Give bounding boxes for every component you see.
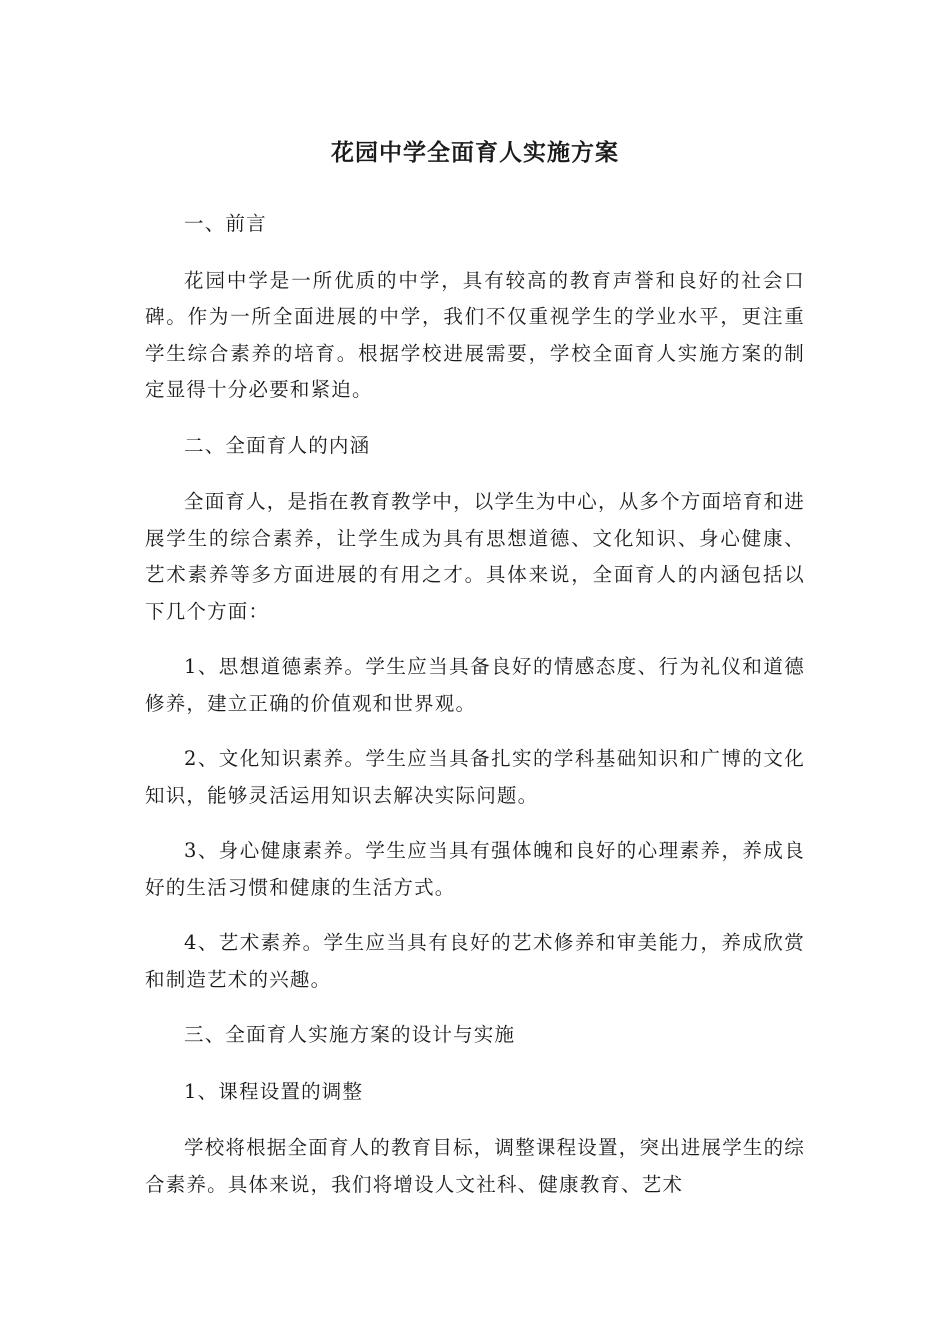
list-item-knowledge: 2、文化知识素养。学生应当具备扎实的学科基础知识和广博的文化知识，能够灵活运用知识去解决实际问题。	[145, 747, 805, 807]
list-item-health: 3、身心健康素养。学生应当具有强体魄和良好的心理素养，养成良好的生活习惯和健康的生活方式。	[145, 839, 805, 899]
list-item-moral: 1、思想道德素养。学生应当具备良好的情感态度、行为礼仪和道德修养，建立正确的价值观和世界观。	[145, 655, 805, 715]
list-item-art: 4、艺术素养。学生应当具有良好的艺术修养和审美能力，养成欣赏和制造艺术的兴趣。	[145, 931, 805, 991]
section-heading-implementation: 三、全面育人实施方案的设计与实施	[184, 1023, 516, 1046]
paragraph-meaning: 全面育人，是指在教育教学中，以学生为中心，从多个方面培育和进展学生的综合素养，让学生成为具有思想道德、文化知识、身心健康、艺术素养等多方面进展的有用之才。具体来说，全面育人的内涵包括以下几个方面：	[145, 490, 806, 623]
paragraph-curriculum: 学校将根据全面育人的教育目标，调整课程设置，突出进展学生的综合素养。具体来说，我们将增设人文社科、健康教育、艺术	[145, 1136, 806, 1196]
paragraph-intro: 花园中学是一所优质的中学，具有较高的教育声誉和良好的社会口碑。作为一所全面进展的中学，我们不仅重视学生的学业水平，更注重学生综合素养的培育。根据学校进展需要，学校全面育人实施方案的制定显得十分必要和紧迫。	[145, 268, 805, 401]
subsection-heading-curriculum: 1、课程设置的调整	[184, 1079, 364, 1103]
document-title: 花园中学全面育人实施方案	[331, 140, 619, 166]
section-heading-meaning: 二、全面育人的内涵	[184, 433, 371, 457]
section-heading-intro: 一、前言	[184, 212, 267, 235]
document-body	[145, 206, 805, 1222]
